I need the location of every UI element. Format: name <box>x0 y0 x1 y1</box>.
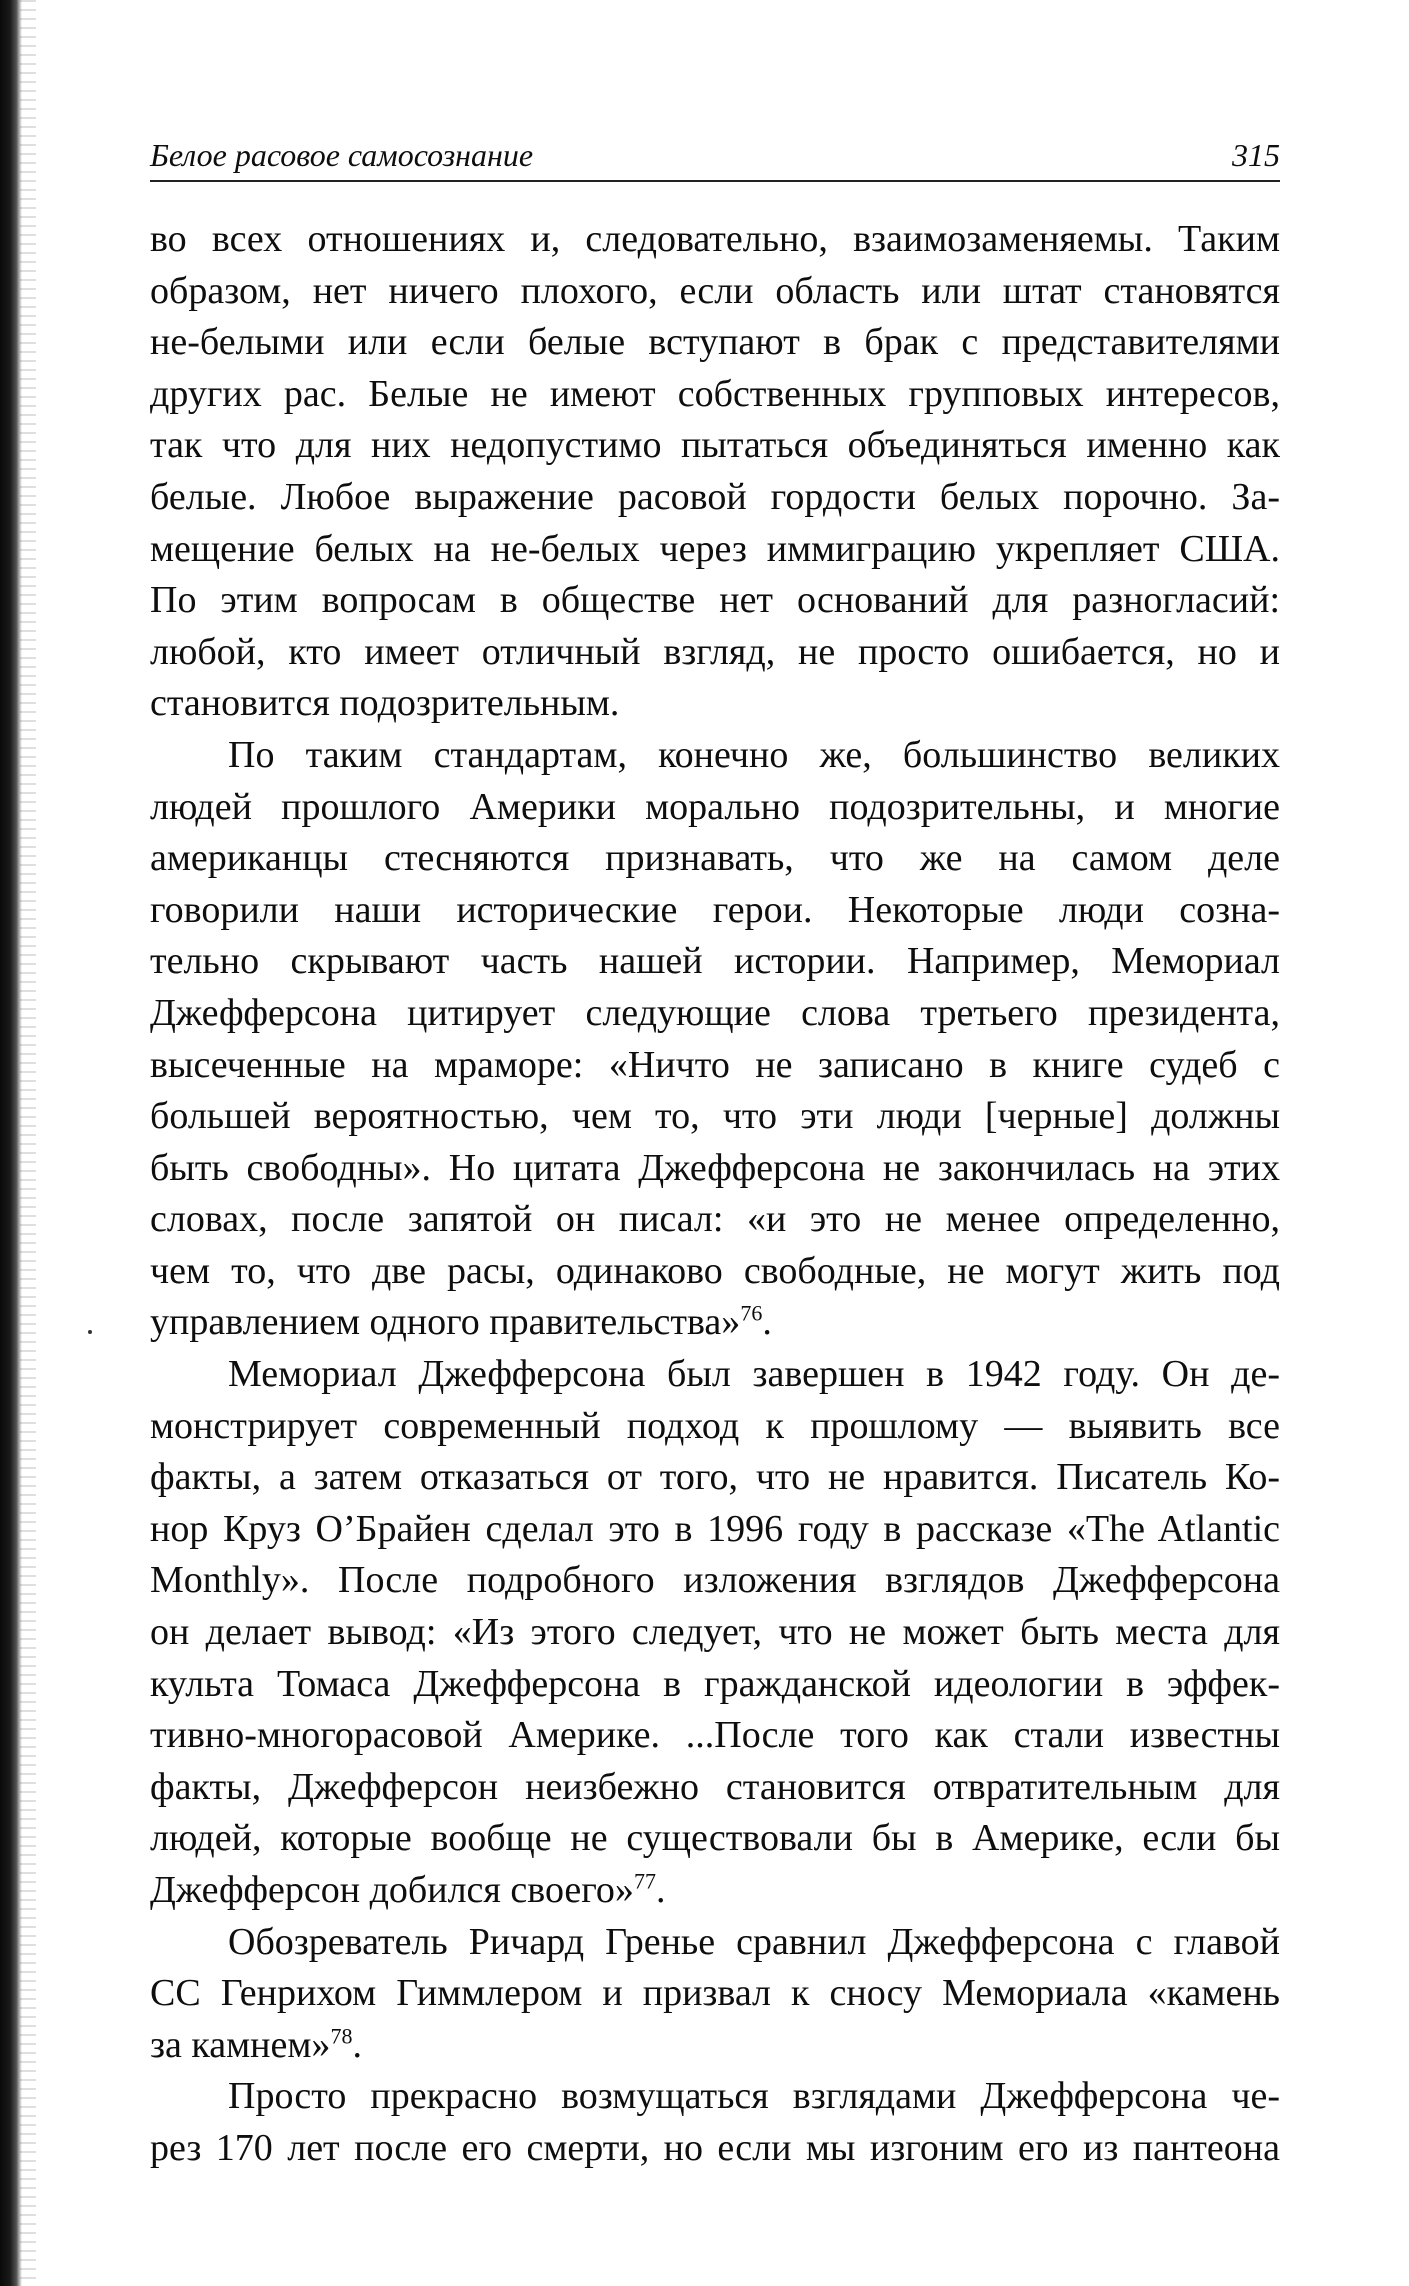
paragraph <box>150 2071 1280 2174</box>
text-line: говорили наши исторические герои. Некоторые люди созна- <box>150 888 1280 931</box>
header-rule <box>150 180 1280 182</box>
text-line: других рас. Белые не имеют собственных групповых интересов, <box>150 372 1280 415</box>
text-line: Мемориал Джефферсона был завершен в 1942 году. Он де- <box>228 1353 1280 1396</box>
text-fragment: за камнем» <box>150 2023 331 2066</box>
text-line: мещение белых на не-белых через иммиграцию укрепляет США. <box>150 527 1280 570</box>
text-line: так что для них недопустимо пытаться объединяться именно как <box>150 424 1280 467</box>
text-line: рез 170 лет после его смерти, но если мы изгоним его из пантеона <box>150 2126 1280 2169</box>
text-line: во всех отношениях и, следовательно, взаимозаменяемы. Таким <box>150 218 1280 260</box>
text-fragment: управлением одного правительства» <box>150 1301 741 1344</box>
footnote-ref: 77 <box>633 1868 656 1894</box>
text-line: СС Генрихом Гиммлером и призвал к сносу Мемориала «камень <box>150 1972 1280 2015</box>
text-line: он делает вывод: «Из этого следует, что не может быть места для <box>150 1611 1280 1654</box>
text-line: словах, после запятой он писал: «и это не менее определенно, <box>150 1198 1280 1241</box>
text-line: монстрирует современный подход к прошлому — выявить все <box>150 1404 1280 1447</box>
page-body <box>150 214 1280 2175</box>
text-line: По этим вопросам в обществе нет оснований для разногласий: <box>150 579 1280 622</box>
text-line: Обозреватель Ричард Гренье сравнил Джефферсона с главой <box>228 1920 1280 1963</box>
text-line: становится подозрительным. <box>150 682 620 725</box>
running-title: Белое расовое самосознание <box>150 137 534 173</box>
text-line: за камнем»$^{78}$. <box>150 2023 362 2066</box>
text-fragment: Джефферсон добился своего» <box>150 1869 634 1911</box>
text-line: высеченные на мраморе: «Ничто не записано в книге судеб с <box>150 1043 1280 1086</box>
paragraph <box>150 1917 1280 2072</box>
text-line: не-белыми или если белые вступают в брак с представителями <box>150 321 1280 364</box>
text-line: быть свободны». Но цитата Джефферсона не закончилась на этих <box>150 1146 1280 1189</box>
paragraph <box>150 730 1280 1349</box>
page-header <box>150 128 1280 174</box>
text-line: людей прошлого Америки морально подозрительны, и многие <box>150 785 1280 828</box>
page-number: 315 <box>1232 137 1280 173</box>
text-line: Просто прекрасно возмущаться взглядами Джефферсона че- <box>228 2075 1280 2118</box>
text-line: управлением одного правительства»$^{76}$. <box>150 1300 772 1344</box>
footnote-ref: 76 <box>740 1300 763 1326</box>
text-line: Джефферсона цитирует следующие слова третьего президента, <box>150 991 1280 1034</box>
text-line: тивно-многорасовой Америке. ...После того как стали известны <box>150 1714 1280 1757</box>
text-line: образом, нет ничего плохого, если область или штат становятся <box>150 269 1280 312</box>
text-line: чем то, что две расы, одинаково свободные, не могут жить под <box>150 1249 1280 1292</box>
text-line: Джефферсон добился своего»$^{77}$. <box>150 1868 666 1911</box>
book-binding-shadow <box>0 0 22 2286</box>
binding-scan-noise <box>20 0 36 2286</box>
text-line: белые. Любое выражение расовой гордости белых порочно. За- <box>150 475 1280 518</box>
text-line: людей, которые вообще не существовали бы в Америке, если бы <box>150 1817 1280 1860</box>
scan-speck <box>88 1330 92 1334</box>
text-line: американцы стесняются признавать, что же на самом деле <box>150 837 1280 880</box>
text-line: факты, а затем отказаться от того, что не нравится. Писатель Ко- <box>150 1456 1280 1499</box>
text-line: любой, кто имеет отличный взгляд, не просто ошибается, но и <box>150 630 1280 673</box>
paragraph <box>150 214 1280 730</box>
text-line: Monthly». После подробного изложения взглядов Джефферсона <box>150 1559 1280 1602</box>
text-line: нор Круз О’Брайен сделал это в 1996 году в рассказе «The Atlantic <box>150 1507 1280 1550</box>
text-line: культа Томаса Джефферсона в гражданской идеологии в эффек- <box>150 1662 1280 1705</box>
text-line: По таким стандартам, конечно же, большинство великих <box>228 733 1280 776</box>
text-line: факты, Джефферсон неизбежно становится отвратительным для <box>150 1765 1280 1808</box>
footnote-ref: 78 <box>330 2023 353 2049</box>
text-line: тельно скрывают часть нашей истории. Например, Мемориал <box>150 940 1280 983</box>
text-line: большей вероятностью, чем то, что эти люди [черные] должны <box>150 1095 1280 1138</box>
paragraph <box>150 1349 1280 1917</box>
